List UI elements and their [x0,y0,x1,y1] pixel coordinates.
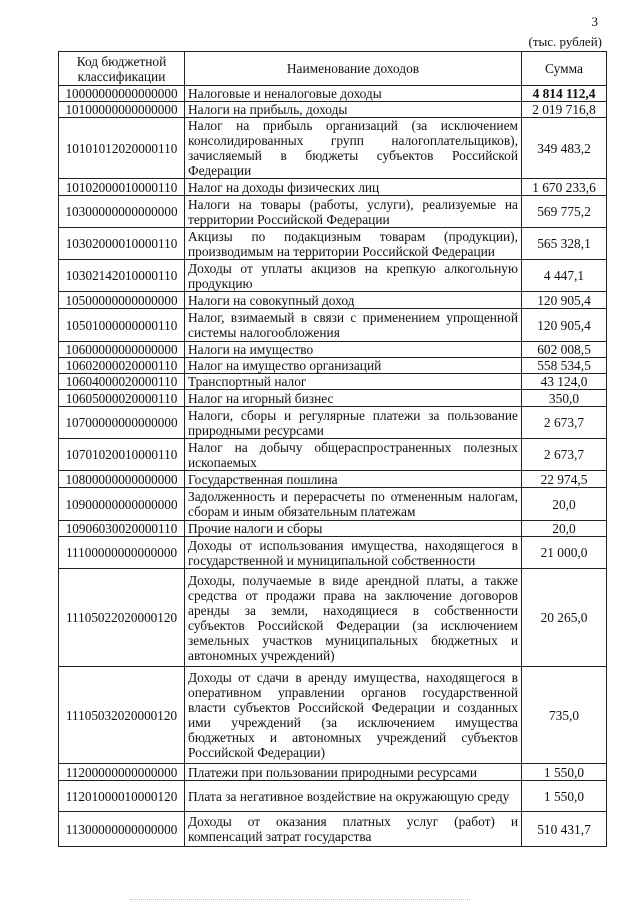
amount-cell: 120 905,4 [522,309,607,342]
revenue-name-cell: Плата за негативное воздействие на окружающую среду [185,781,522,812]
revenue-name-cell: Налог на доходы физических лиц [185,179,522,196]
page-number: 3 [591,14,598,29]
table-row [59,260,607,292]
table-row [59,196,607,228]
revenue-name-cell: Акцизы по подакцизным товарам (продукции), производимым на территории Российской Федерации [185,228,522,260]
budget-code-cell: 10302000010000110 [59,228,185,260]
amount-cell: 1 550,0 [522,781,607,812]
amount-cell: 120 905,4 [522,292,607,309]
budget-code-cell: 10302142010000110 [59,260,185,292]
budget-code-cell: 10100000000000000 [59,102,185,118]
revenue-name-cell: Доходы, получаемые в виде арендной платы, а также средства от продажи права на заключение договоров аренды за земли, находящиеся в собственности субъектов Российской Федерации (за исключением земельных участков муниципальных бюджетных и автономных учреждений) [185,569,522,667]
amount-cell: 1 670 233,6 [522,179,607,196]
amount-cell: 735,0 [522,667,607,764]
header-name: Наименование доходов [185,52,522,86]
budget-code-cell: 11200000000000000 [59,764,185,781]
amount-cell: 2 019 716,8 [522,102,607,118]
amount-cell: 43 124,0 [522,374,607,390]
amount-cell: 2 673,7 [522,407,607,439]
budget-code-cell: 10605000020000110 [59,390,185,407]
table-row [59,781,607,812]
budget-code-cell: 11201000010000120 [59,781,185,812]
revenue-name-cell: Налоги на имущество [185,342,522,358]
amount-cell: 20,0 [522,488,607,521]
table-row [59,569,607,667]
budget-code-cell: 10600000000000000 [59,342,185,358]
budget-code-cell: 10101012020000110 [59,118,185,179]
revenue-name-cell: Доходы от сдачи в аренду имущества, находящегося в оперативном управлении органов государственной власти субъектов Российской Федерации и созданных ими учреждений (за исключением имущества бюджетных и автономных учреждений субъектов Российской Федерации) [185,667,522,764]
budget-code-cell: 10300000000000000 [59,196,185,228]
amount-cell: 22 974,5 [522,471,607,488]
table-row [59,358,607,374]
budget-code-cell: 10900000000000000 [59,488,185,521]
budget-code-cell: 10501000000000110 [59,309,185,342]
budget-code-cell: 10000000000000000 [59,86,185,102]
revenue-name-cell: Налог, взимаемый в связи с применением упрощенной системы налогообложения [185,309,522,342]
revenue-name-cell: Налоги на товары (работы, услуги), реализуемые на территории Российской Федерации [185,196,522,228]
table-body [59,86,607,847]
revenue-name-cell: Платежи при пользовании природными ресурсами [185,764,522,781]
budget-code-cell: 11105032020000120 [59,667,185,764]
budget-code-cell: 10800000000000000 [59,471,185,488]
table-row [59,439,607,471]
budget-code-cell: 11105022020000120 [59,569,185,667]
revenue-name-cell: Прочие налоги и сборы [185,521,522,537]
amount-cell: 510 431,7 [522,812,607,847]
amount-cell: 4 447,1 [522,260,607,292]
revenue-table [58,51,607,847]
table-row [59,292,607,309]
table-row [59,764,607,781]
table-row [59,667,607,764]
revenue-name-cell: Налоги на прибыль, доходы [185,102,522,118]
amount-cell: 2 673,7 [522,439,607,471]
table-row [59,537,607,569]
amount-cell: 4 814 112,4 [522,86,607,102]
revenue-name-cell: Налог на игорный бизнес [185,390,522,407]
budget-code-cell: 10700000000000000 [59,407,185,439]
amount-cell: 20 265,0 [522,569,607,667]
amount-cell: 565 328,1 [522,228,607,260]
amount-cell: 558 534,5 [522,358,607,374]
scan-artifact [130,899,470,903]
header-amount: Сумма [522,52,607,86]
revenue-name-cell: Налог на имущество организаций [185,358,522,374]
revenue-name-cell: Государственная пошлина [185,471,522,488]
table-row [59,374,607,390]
budget-code-cell: 10604000020000110 [59,374,185,390]
table-row [59,471,607,488]
revenue-name-cell: Налоги, сборы и регулярные платежи за пользование природными ресурсами [185,407,522,439]
amount-cell: 1 550,0 [522,764,607,781]
revenue-name-cell: Доходы от использования имущества, находящегося в государственной и муниципальной собственности [185,537,522,569]
revenue-name-cell: Транспортный налог [185,374,522,390]
amount-cell: 349 483,2 [522,118,607,179]
budget-code-cell: 10906030020000110 [59,521,185,537]
amount-cell: 602 008,5 [522,342,607,358]
budget-code-cell: 10102000010000110 [59,179,185,196]
amount-cell: 569 775,2 [522,196,607,228]
amount-cell: 20,0 [522,521,607,537]
table-row [59,86,607,102]
budget-code-cell: 11100000000000000 [59,537,185,569]
revenue-name-cell: Налог на прибыль организаций (за исключением консолидированных групп налогоплательщиков), зачисляемый в бюджеты субъектов Российской Федерации [185,118,522,179]
revenue-name-cell: Доходы от оказания платных услуг (работ) и компенсаций затрат государства [185,812,522,847]
table-row [59,488,607,521]
revenue-name-cell: Налоги на совокупный доход [185,292,522,309]
table-row [59,179,607,196]
table-row [59,118,607,179]
table-row [59,521,607,537]
revenue-name-cell: Доходы от уплаты акцизов на крепкую алкогольную продукцию [185,260,522,292]
budget-code-cell: 10602000020000110 [59,358,185,374]
budget-code-cell: 10500000000000000 [59,292,185,309]
header-code: Код бюджетной классификации [59,52,185,86]
revenue-name-cell: Налог на добычу общераспространенных полезных ископаемых [185,439,522,471]
table-row [59,390,607,407]
budget-code-cell: 10701020010000110 [59,439,185,471]
table-row [59,812,607,847]
revenue-name-cell: Налоговые и неналоговые доходы [185,86,522,102]
table-row [59,342,607,358]
amount-cell: 350,0 [522,390,607,407]
revenue-name-cell: Задолженность и перерасчеты по отмененным налогам, сборам и иным обязательным платежам [185,488,522,521]
table-row [59,309,607,342]
table-row [59,407,607,439]
amount-cell: 21 000,0 [522,537,607,569]
table-row [59,228,607,260]
units-label: (тыс. рублей) [528,34,602,49]
table-row [59,102,607,118]
budget-code-cell: 11300000000000000 [59,812,185,847]
